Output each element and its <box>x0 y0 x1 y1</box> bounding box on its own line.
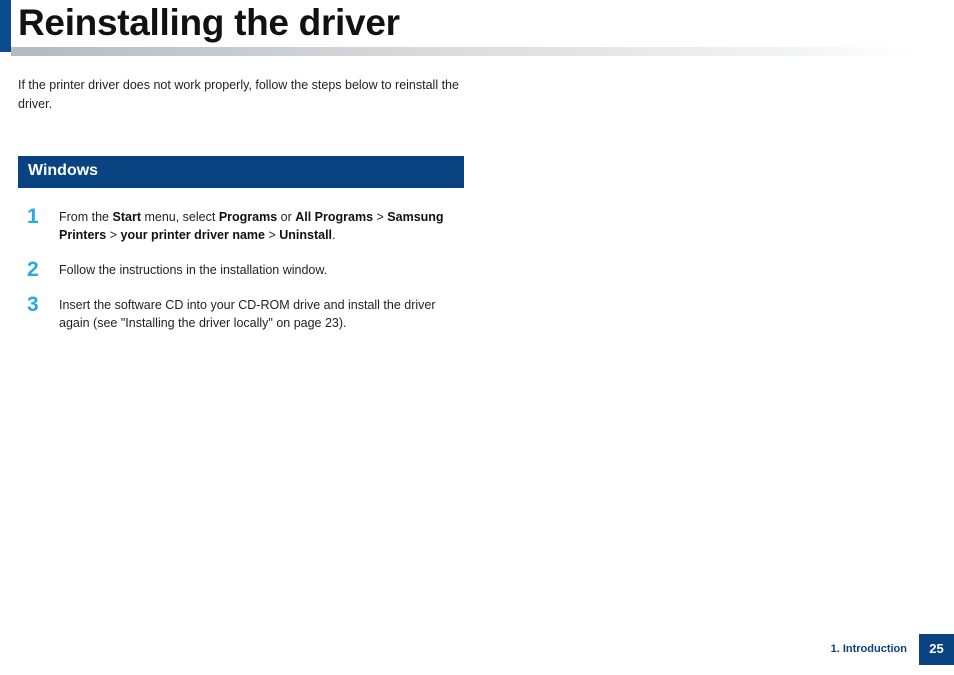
step-emphasis: your printer driver name <box>120 228 265 242</box>
step-number: 3 <box>27 293 39 316</box>
step-emphasis: Start <box>112 210 141 224</box>
step-text-run: . <box>332 228 336 242</box>
intro-paragraph: If the printer driver does not work properly, follow the steps below to reinstall the driver. <box>18 78 459 111</box>
page-number-badge <box>919 634 954 665</box>
step-text-run: or <box>277 210 296 224</box>
section-title: Windows <box>28 162 99 179</box>
step-number: 1 <box>27 205 39 228</box>
page-number: 25 <box>929 641 944 656</box>
step-emphasis: Samsung Printers <box>59 210 444 242</box>
step-text-run: From the <box>59 210 113 224</box>
step-text-run: > <box>265 228 280 242</box>
step-emphasis: Uninstall <box>279 228 333 242</box>
step-text-run: menu, select <box>140 210 219 224</box>
step-text <box>59 261 454 279</box>
step-text <box>59 296 454 332</box>
step-text-run: > <box>373 210 388 224</box>
step-emphasis: All Programs <box>295 210 374 224</box>
step-emphasis: Programs <box>218 210 278 224</box>
footer-chapter-link[interactable]: 1. Introduction <box>830 643 907 655</box>
section-header-windows <box>18 156 464 188</box>
step-text-run: Insert the software CD into your CD-ROM drive and install the driver again (see "Installing the driver locally" on page 23). <box>59 298 436 330</box>
step-text-run: > <box>106 228 121 242</box>
step-number: 2 <box>27 258 39 281</box>
step-text <box>59 208 454 244</box>
page-title: Reinstalling the driver <box>18 2 400 43</box>
title-accent-bar <box>0 0 11 52</box>
title-underline <box>11 47 916 56</box>
step-text-run: Follow the instructions in the installation window. <box>59 263 328 277</box>
